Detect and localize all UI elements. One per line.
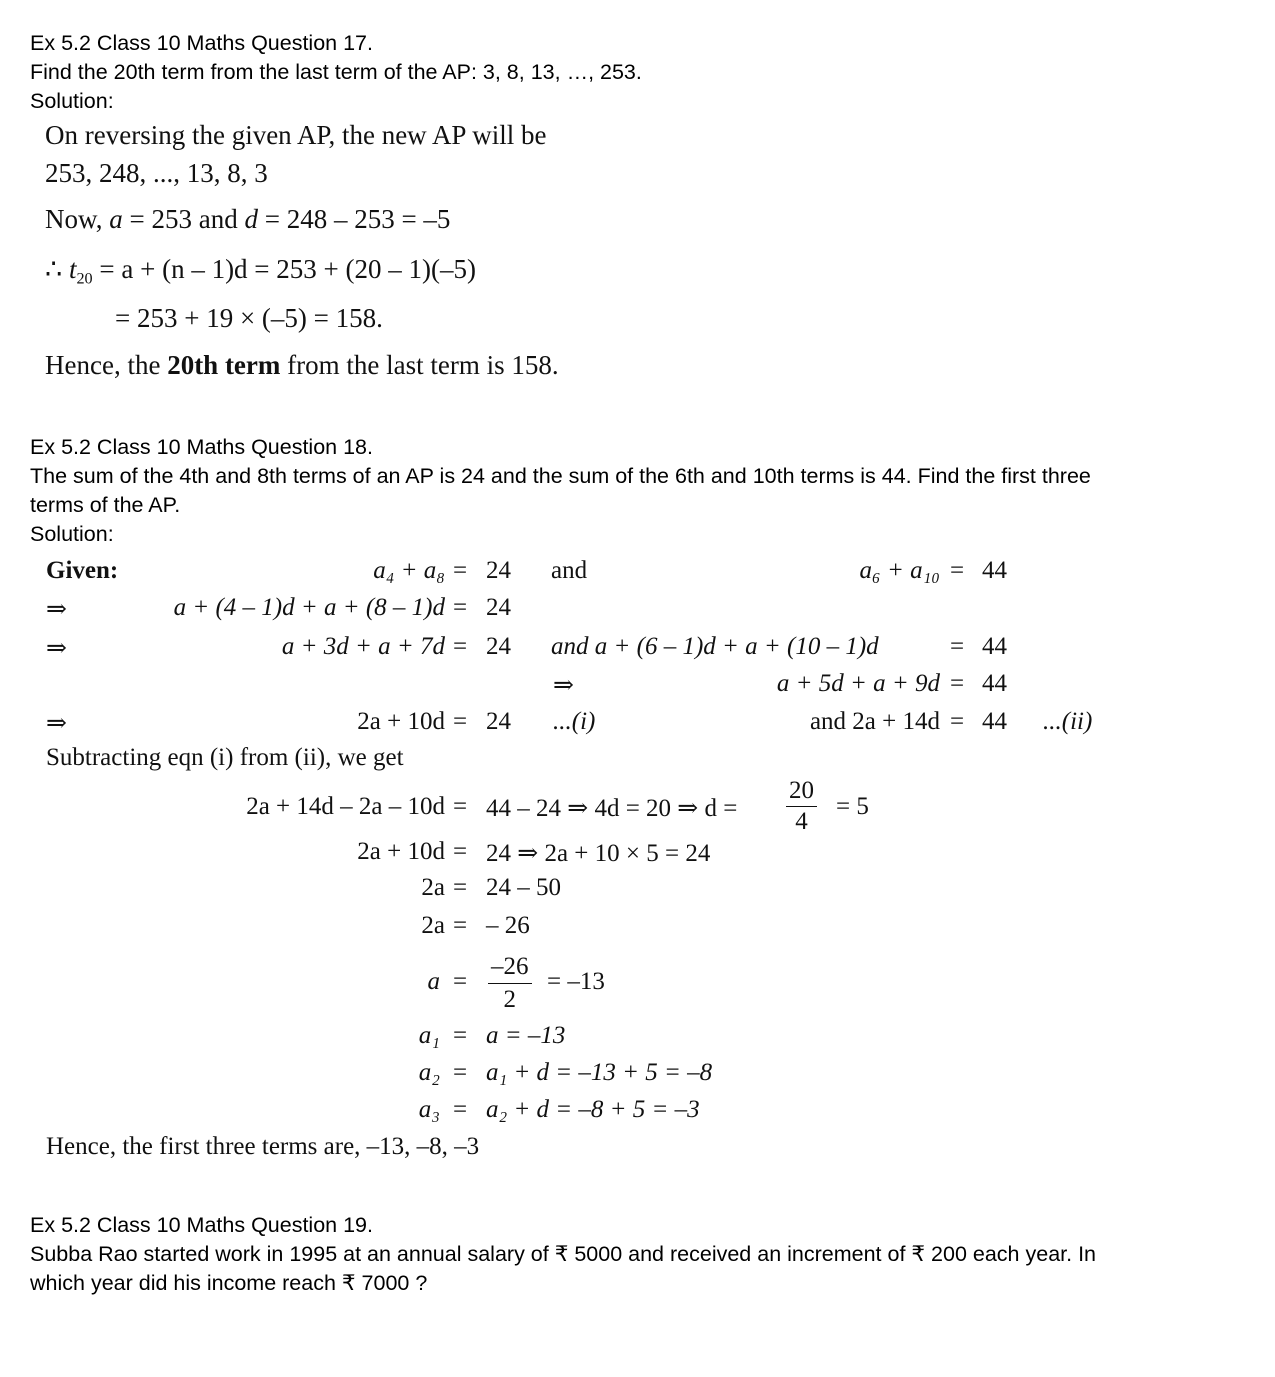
implies-arrow: ⇒: [553, 672, 574, 699]
q17-title: Ex 5.2 Class 10 Maths Question 17.: [30, 31, 373, 55]
eq-r2-lhs: a + (4 – 1)d + a + (8 – 1)d: [173, 594, 445, 621]
equals: =: [453, 838, 468, 865]
eq-tag-i: ...(i): [553, 708, 596, 735]
therefore-symbol: ∴: [45, 254, 69, 284]
q18-question-line-1: The sum of the 4th and 8th terms of an AP is 24 and the sum of the 6th and 10th terms is 44. Find the first three: [30, 464, 1091, 488]
step-3-lhs: 2a: [421, 874, 445, 901]
q17-line-6: [45, 350, 559, 381]
q17-line-4: [45, 254, 476, 289]
q18-question-line-2: terms of the AP.: [30, 493, 181, 517]
q19-question-line-2: which year did his income reach ₹ 7000 ?: [30, 1271, 428, 1295]
implies-arrow: ⇒: [46, 710, 67, 737]
step-8-rhs: a₂ + d = –8 + 5 = –3: [486, 1096, 700, 1123]
q17-line-5: = 253 + 19 × (–5) = 158.: [115, 303, 383, 333]
q17-question: Find the 20th term from the last term of the AP: 3, 8, 13, …, 253.: [30, 60, 642, 84]
denominator: 4: [795, 808, 808, 835]
step-7-lhs: a₂: [418, 1059, 440, 1086]
step-6-rhs: a = –13: [486, 1022, 566, 1049]
numerator: 20: [786, 776, 817, 807]
equals: =: [453, 633, 468, 660]
eq-r4-lhs2: a + 5d + a + 9d: [776, 670, 940, 697]
q18-title: Ex 5.2 Class 10 Maths Question 18.: [30, 435, 373, 459]
text: Hence, the: [45, 350, 168, 380]
fraction-neg26-over-2: [488, 951, 532, 1016]
equals: =: [453, 968, 468, 995]
q19-question-line-1: Subba Rao started work in 1995 at an annual salary of ₹ 5000 and received an increment of ₹ 200 each year. In: [30, 1242, 1097, 1266]
eq-r1-rhs: 24: [486, 557, 511, 584]
eq-r5-rhs: 24: [486, 708, 511, 735]
eq-r3-rhs2: 44: [982, 633, 1007, 660]
q18-conclusion: Hence, the first three terms are, –13, –8, –3: [46, 1133, 480, 1160]
given-label: Given:: [46, 557, 119, 584]
eq-r3-lhs: a + 3d + a + 7d: [281, 633, 445, 660]
denominator: 2: [503, 986, 516, 1013]
step-8-lhs: a₃: [418, 1096, 440, 1123]
var-d: d: [244, 204, 258, 234]
eq-tag-ii: ...(ii): [1043, 708, 1093, 735]
eq-r5-rhs2: 44: [982, 708, 1007, 735]
equals: =: [950, 708, 965, 735]
step-4-lhs: 2a: [421, 912, 445, 939]
equals: =: [453, 1059, 468, 1086]
step-3-rhs: 24 – 50: [486, 874, 561, 901]
step-2-rhs: 24 ⇒ 2a + 10 × 5 = 24: [486, 840, 711, 867]
step-5-lhs: a: [427, 968, 440, 995]
subscript: 20: [76, 269, 93, 288]
step-2-lhs: 2a + 10d: [357, 838, 445, 865]
eq-r1-lhs2: a₆ + a₁₀: [859, 557, 940, 584]
q18-solution-label: Solution:: [30, 522, 114, 546]
equals: =: [453, 557, 468, 584]
equals: =: [453, 594, 468, 621]
step-1-lhs: 2a + 14d – 2a – 10d: [246, 793, 445, 820]
equals: =: [453, 1096, 468, 1123]
q17-line-1: On reversing the given AP, the new AP will be: [45, 120, 547, 150]
text: = 253 and: [122, 204, 245, 234]
q17-line-2: 253, 248, ..., 13, 8, 3: [45, 158, 268, 188]
eq-r3-and: and a + (6 – 1)d + a + (10 – 1)d: [551, 633, 879, 660]
var-a: a: [109, 204, 123, 234]
eq-r4-rhs2: 44: [982, 670, 1007, 697]
text: Now,: [45, 204, 110, 234]
q19-title: Ex 5.2 Class 10 Maths Question 19.: [30, 1213, 373, 1237]
step-5-tail: = –13: [547, 968, 605, 995]
numerator: –26: [488, 951, 532, 984]
eq-r1-rhs2: 44: [982, 557, 1007, 584]
q17-solution-label: Solution:: [30, 89, 114, 113]
eq-r5-lhs: 2a + 10d: [357, 708, 445, 735]
bold-text: 20th term: [167, 350, 281, 380]
step-1-tail: = 5: [836, 793, 869, 820]
implies-arrow: ⇒: [46, 635, 67, 662]
equals: =: [453, 912, 468, 939]
equals: =: [453, 793, 468, 820]
step-1-rhs: 44 – 24 ⇒ 4d = 20 ⇒ d =: [486, 795, 738, 822]
eq-r2-rhs: 24: [486, 594, 511, 621]
text: = 248 – 253 = –5: [257, 204, 451, 234]
text: = a + (n – 1)d = 253 + (20 – 1)(–5): [92, 254, 476, 284]
equals: =: [453, 1022, 468, 1049]
subtracting-text: Subtracting eqn (i) from (ii), we get: [46, 744, 404, 771]
eq-r1-lhs: a₄ + a₈: [373, 557, 445, 584]
text: from the last term is 158.: [280, 350, 559, 380]
eq-r3-rhs: 24: [486, 633, 511, 660]
eq-r1-and: and: [551, 557, 588, 584]
step-4-rhs: – 26: [486, 912, 530, 939]
implies-arrow: ⇒: [46, 596, 67, 623]
step-6-lhs: a₁: [418, 1022, 440, 1049]
equals: =: [453, 708, 468, 735]
fraction-20-over-4: [786, 776, 817, 837]
equals: =: [950, 557, 965, 584]
q17-line-3: [45, 204, 450, 235]
var-t: t: [68, 254, 77, 284]
equals: =: [453, 874, 468, 901]
equals: =: [950, 633, 965, 660]
equals: =: [950, 670, 965, 697]
step-7-rhs: a₁ + d = –13 + 5 = –8: [486, 1059, 713, 1086]
eq-r5-lhs2: and 2a + 14d: [809, 708, 940, 735]
